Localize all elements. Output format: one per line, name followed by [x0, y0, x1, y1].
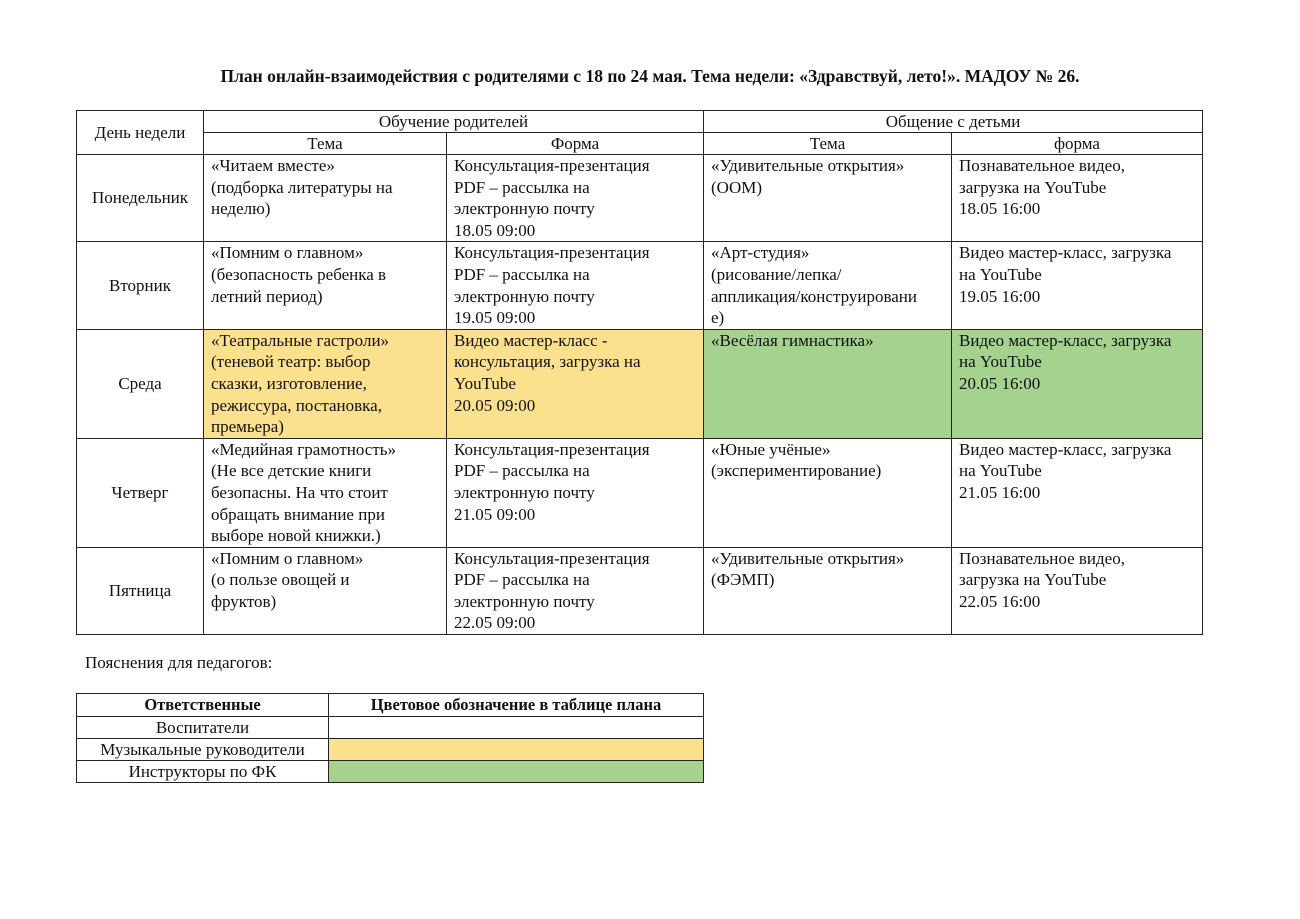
children-topic-cell: «Удивительные открытия» (ООМ): [704, 155, 952, 242]
parents-topic-cell: «Медийная грамотность» (Не все детские книги безопасны. На что стоит обращать внимание при выборе новой книжки.): [204, 438, 447, 547]
legend-color-swatch: [329, 717, 704, 739]
legend-responsible-cell: Музыкальные руководители: [77, 739, 329, 761]
parents-topic-cell: «Помним о главном» (о пользе овощей и фруктов): [204, 547, 447, 634]
day-cell: Понедельник: [77, 155, 204, 242]
day-cell: Четверг: [77, 438, 204, 547]
legend-color-swatch: [329, 739, 704, 761]
parents-form-cell: Консультация-презентация PDF – рассылка на электронную почту 21.05 09:00: [447, 438, 704, 547]
legend-responsible-cell: Воспитатели: [77, 717, 329, 739]
parents-topic-cell: «Читаем вместе» (подборка литературы на неделю): [204, 155, 447, 242]
legend-responsible-cell: Инструкторы по ФК: [77, 761, 329, 783]
parents-form-cell: Видео мастер-класс - консультация, загрузка на YouTube 20.05 09:00: [447, 329, 704, 438]
children-form-cell: Познавательное видео, загрузка на YouTube 22.05 16:00: [952, 547, 1203, 634]
parents-form-cell: Консультация-презентация PDF – рассылка на электронную почту 22.05 09:00: [447, 547, 704, 634]
day-cell: Среда: [77, 329, 204, 438]
header-children-form: форма: [952, 133, 1203, 155]
children-topic-cell: «Удивительные открытия» (ФЭМП): [704, 547, 952, 634]
table-row: [77, 438, 1203, 547]
children-topic-cell: «Юные учёные» (экспериментирование): [704, 438, 952, 547]
table-row: [77, 155, 1203, 242]
legend-header-responsible: Ответственные: [77, 694, 329, 717]
legend-row: [77, 717, 704, 739]
header-children-communication: Общение с детьми: [704, 111, 1203, 133]
legend-color-swatch: [329, 761, 704, 783]
children-topic-cell: «Весёлая гимнастика»: [704, 329, 952, 438]
parents-form-cell: Консультация-презентация PDF – рассылка на электронную почту 18.05 09:00: [447, 155, 704, 242]
color-legend-table: [76, 693, 704, 783]
day-cell: Пятница: [77, 547, 204, 634]
weekly-plan-table: [76, 110, 1203, 635]
children-form-cell: Видео мастер-класс, загрузка на YouTube 19.05 16:00: [952, 242, 1203, 329]
children-form-cell: Видео мастер-класс, загрузка на YouTube 21.05 16:00: [952, 438, 1203, 547]
children-form-cell: Видео мастер-класс, загрузка на YouTube 20.05 16:00: [952, 329, 1203, 438]
table-row: [77, 329, 1203, 438]
header-children-topic: Тема: [704, 133, 952, 155]
day-cell: Вторник: [77, 242, 204, 329]
document-title: План онлайн-взаимодействия с родителями с 18 по 24 мая. Тема недели: «Здравствуй, лето!». МАДОУ № 26.: [220, 66, 1080, 86]
notes-heading: Пояснения для педагогов:: [85, 653, 273, 672]
children-topic-cell: «Арт-студия» (рисование/лепка/ аппликация/конструировани е): [704, 242, 952, 329]
header-parents-topic: Тема: [204, 133, 447, 155]
legend-row: [77, 739, 704, 761]
header-day: День недели: [77, 111, 204, 155]
parents-topic-cell: «Помним о главном» (безопасность ребенка в летний период): [204, 242, 447, 329]
children-form-cell: Познавательное видео, загрузка на YouTube 18.05 16:00: [952, 155, 1203, 242]
table-row: [77, 242, 1203, 329]
header-parents-training: Обучение родителей: [204, 111, 704, 133]
parents-form-cell: Консультация-презентация PDF – рассылка на электронную почту 19.05 09:00: [447, 242, 704, 329]
header-parents-form: Форма: [447, 133, 704, 155]
legend-header-color: Цветовое обозначение в таблице плана: [329, 694, 704, 717]
parents-topic-cell: «Театральные гастроли» (теневой театр: выбор сказки, изготовление, режиссура, постановка, премьера): [204, 329, 447, 438]
table-row: [77, 547, 1203, 634]
legend-row: [77, 761, 704, 783]
